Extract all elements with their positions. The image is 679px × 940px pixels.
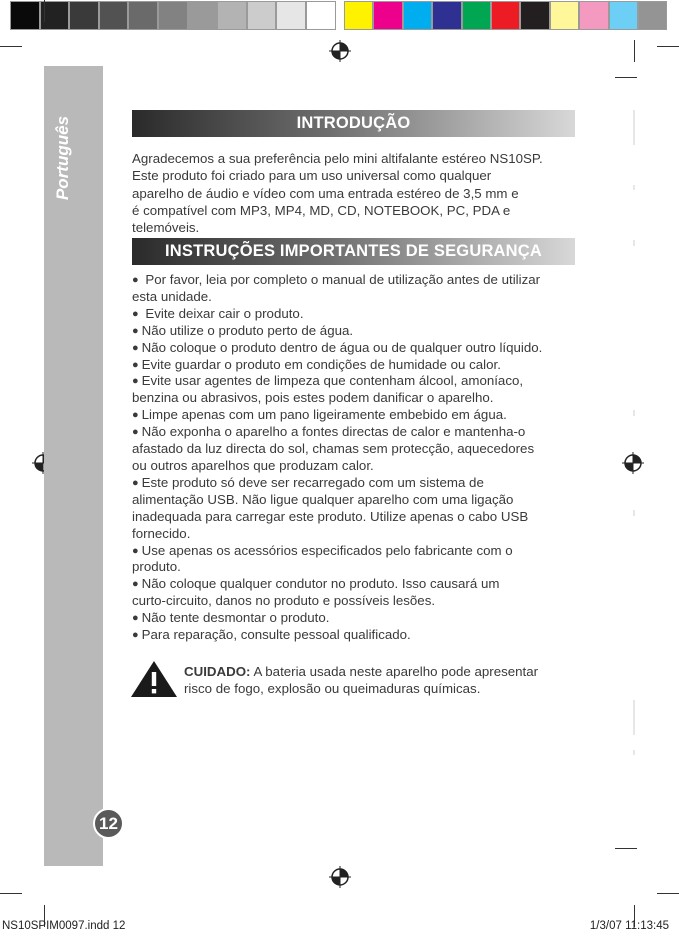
bullet-icon: ●	[132, 341, 139, 354]
color-swatch	[550, 1, 579, 30]
footer-date: 1/3/07 11:13:45	[589, 920, 669, 932]
color-swatch	[344, 1, 373, 30]
caution-label: CUIDADO:	[184, 664, 251, 679]
color-swatch	[403, 1, 432, 30]
color-swatch	[609, 1, 638, 30]
bullet-icon: ●	[132, 409, 139, 422]
color-swatch	[638, 1, 667, 30]
list-item: ● Não utilize o produto perto de água.	[132, 322, 354, 338]
color-swatch	[10, 1, 40, 30]
bullet-icon: ●	[132, 476, 139, 489]
list-item: ● Limpe apenas com um pano ligeiramente embebido em água.	[132, 407, 507, 423]
bullet-icon: ●	[132, 629, 139, 642]
safety-list	[132, 272, 577, 644]
color-swatch	[491, 1, 520, 30]
list-item: ● Por favor, leia por completo o manual de utilização antes de utilizar esta unidade.	[132, 272, 541, 304]
warning-triangle-icon	[130, 660, 178, 698]
list-item: ● Não coloque o produto dentro de água ou de qualquer outro líquido.	[132, 339, 543, 355]
bullet-icon: ●	[132, 426, 139, 439]
color-swatch	[306, 1, 336, 30]
color-swatch	[432, 1, 461, 30]
color-swatch	[128, 1, 158, 30]
color-swatch	[247, 1, 277, 30]
bullet-icon: ●	[132, 274, 139, 286]
bullet-icon: ●	[132, 358, 139, 371]
bullet-icon: ●	[132, 612, 139, 625]
list-item: ● Use apenas os acessórios especificados pelo fabricante com o produto.	[132, 542, 513, 575]
color-swatch	[188, 1, 218, 30]
color-swatch	[462, 1, 491, 30]
color-calibration-bar	[0, 0, 679, 31]
color-swatch	[158, 1, 188, 30]
color-swatch	[276, 1, 306, 30]
page-number: 12	[93, 808, 124, 839]
registration-mark-icon	[329, 866, 351, 888]
color-swatch	[217, 1, 247, 30]
crop-mark	[657, 46, 679, 47]
bullet-icon: ●	[132, 578, 139, 591]
intro-heading: INTRODUÇÃO	[132, 110, 575, 137]
caution-text: CUIDADO: A bateria usada neste aparelho pode apresentar risco de fogo, explosão ou queimaduras químicas.	[184, 664, 539, 696]
bullet-icon: ●	[132, 307, 139, 320]
list-item: ● Evite guardar o produto em condições de humidade ou calor.	[132, 356, 501, 372]
registration-mark-icon	[329, 40, 351, 62]
crop-mark	[657, 893, 679, 894]
color-swatch	[69, 1, 99, 30]
color-swatch	[520, 1, 549, 30]
bullet-icon: ●	[132, 375, 139, 388]
crop-mark	[615, 77, 637, 78]
list-item: ● Para reparação, consulte pessoal qualificado.	[132, 627, 411, 643]
list-item: ● Não tente desmontar o produto.	[132, 610, 330, 626]
list-item: ● Este produto só deve ser recarregado com um sistema de alimentação USB. Não ligue qualquer aparelho com uma ligação inadequada para carregar este produto. Utilize apenas o cabo USB fornecido.	[132, 474, 529, 541]
list-item: ● Evite usar agentes de limpeza que contenham álcool, amoníaco, benzina ou abrasivos, pois estes podem danificar o aparelho.	[132, 373, 524, 406]
crop-mark	[44, 0, 45, 22]
bullet-icon: ●	[132, 324, 139, 337]
color-swatch	[99, 1, 129, 30]
list-item: ● Não coloque qualquer condutor no produto. Isso causará um curto-circuito, danos no produto e possíveis lesões.	[132, 576, 500, 609]
crop-mark	[634, 40, 635, 62]
bullet-icon: ●	[132, 544, 139, 557]
footer-file-info: NS10SPIM0097.indd 12	[2, 920, 126, 932]
margin-marks	[633, 110, 635, 770]
intro-paragraph: Agradecemos a sua preferência pelo mini altifalante estéreo NS10SP. Este produto foi criado para um uso universal como qualquer aparelho de áudio e vídeo com uma entrada estéreo de 3,5 mm e é compatível com MP3, MP4, MD, CD, NOTEBOOK, PC, PDA e telemóveis.	[132, 151, 543, 236]
crop-mark	[615, 848, 637, 849]
crop-mark	[0, 893, 22, 894]
safety-heading: INSTRUÇÕES IMPORTANTES DE SEGURANÇA	[132, 238, 575, 265]
list-item: ● Não exponha o aparelho a fontes directas de calor e mantenha-o afastado da luz directa do sol, chamas sem protecção, aquecedores ou outros aparelhos que produzam calor.	[132, 424, 535, 473]
color-swatch	[373, 1, 402, 30]
color-swatch	[579, 1, 608, 30]
list-item: ● Evite deixar cair o produto.	[132, 305, 304, 321]
language-label: Português	[53, 115, 72, 201]
crop-mark	[0, 46, 22, 47]
